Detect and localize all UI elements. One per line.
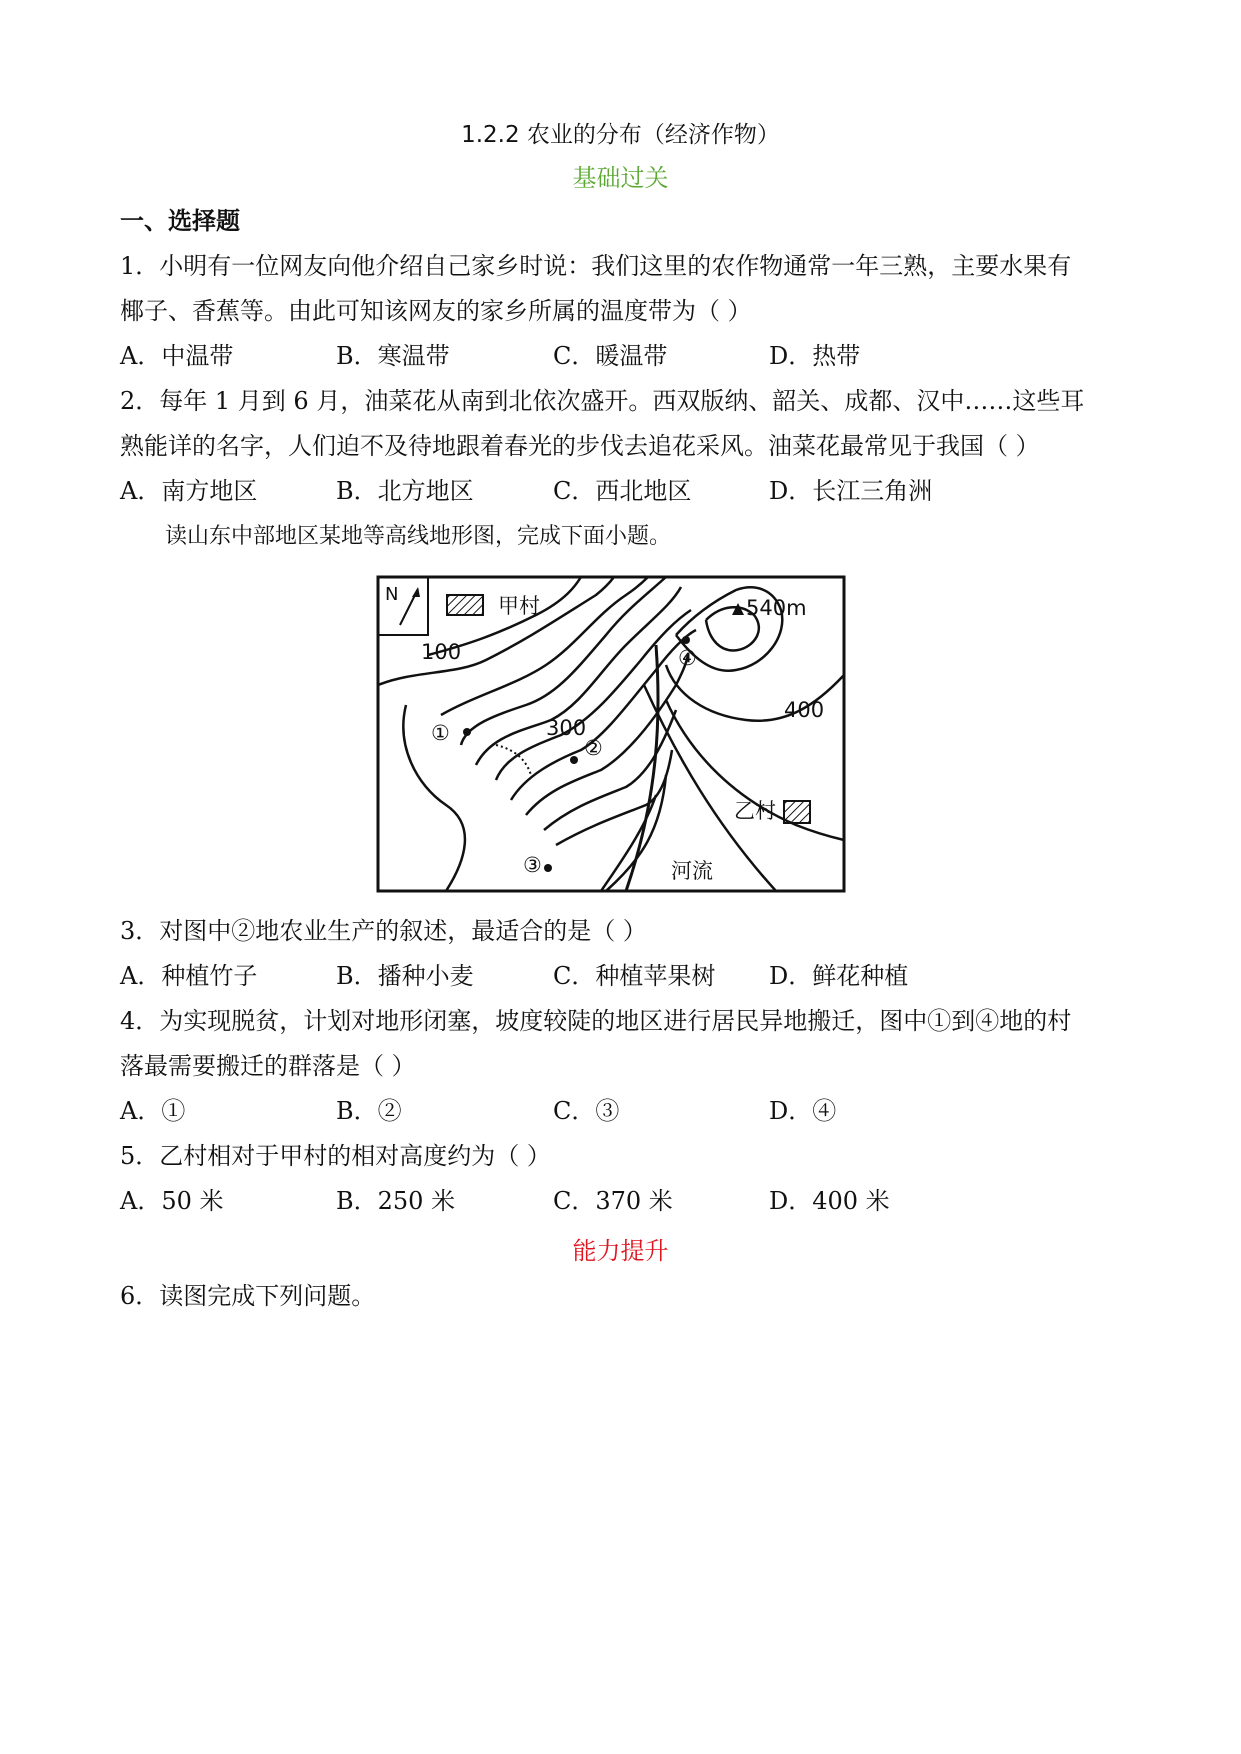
- q5-option-d: D．400 米: [769, 1187, 890, 1215]
- q2-option-a: A．南方地区: [120, 477, 258, 505]
- map-intro: 读山东中部地区某地等高线地形图，完成下面小题。: [165, 524, 672, 549]
- contour-map: [376, 575, 846, 893]
- point-1-dot: [463, 728, 471, 736]
- contour-300-label: 300: [546, 716, 587, 740]
- village-legend-icon: [447, 595, 483, 615]
- q3-option-b: B．播种小麦: [336, 962, 474, 990]
- question-3-line-1: 3．对图中②地农业生产的叙述，最适合的是（ ）: [120, 917, 647, 945]
- village-b-label: 乙村: [734, 799, 776, 823]
- q2-option-b: B．北方地区: [336, 477, 474, 505]
- q1-option-b: B．寒温带: [336, 342, 450, 370]
- contour-100-label: 100: [421, 640, 462, 664]
- village-a-label: 甲村: [498, 594, 540, 618]
- q4-option-c: C．③: [553, 1097, 620, 1125]
- q4-option-b: B．②: [336, 1097, 402, 1125]
- question-4-line-2: 落最需要搬迁的群落是（ ）: [120, 1052, 416, 1080]
- point-4-dot: [682, 636, 690, 644]
- point-3-dot: [544, 864, 552, 872]
- q5-option-a: A．50 米: [120, 1187, 224, 1215]
- q1-option-d: D．热带: [769, 342, 861, 370]
- section-basic-heading: 基础过关: [572, 164, 669, 192]
- q1-option-c: C．暖温带: [553, 342, 668, 370]
- point-3-label: ③: [523, 853, 542, 877]
- q5-option-b: B．250 米: [336, 1187, 456, 1215]
- question-2-line-2: 熟能详的名字，人们迫不及待地跟着春光的步伐去追花采风。油菜花最常见于我国（ ）: [120, 432, 1040, 460]
- contour-400-label: 400: [784, 698, 825, 722]
- q5-option-c: C．370 米: [553, 1187, 673, 1215]
- section-choice-heading: 一、选择题: [120, 207, 240, 235]
- point-2-label: ②: [584, 736, 603, 760]
- question-1-line-1: 1．小明有一位网友向他介绍自己家乡时说：我们这里的农作物通常一年三熟，主要水果有: [120, 252, 1072, 280]
- q1-option-a: A．中温带: [120, 342, 234, 370]
- point-4-label: ④: [678, 646, 697, 670]
- question-4-line-1: 4．为实现脱贫，计划对地形闭塞，坡度较陡的地区进行居民异地搬迁，图中①到④地的村: [120, 1007, 1072, 1035]
- q2-option-c: C．西北地区: [553, 477, 692, 505]
- question-6-line-1: 6．读图完成下列问题。: [120, 1282, 376, 1310]
- q2-option-d: D．长江三角洲: [769, 477, 933, 505]
- village-b-icon: [784, 801, 810, 823]
- river-label: 河流: [671, 859, 713, 883]
- q4-option-d: D．④: [769, 1097, 837, 1125]
- north-label: N: [385, 584, 399, 605]
- point-1-label: ①: [431, 721, 450, 745]
- q4-option-a: A．①: [120, 1097, 186, 1125]
- document-title: 1.2.2 农业的分布（经济作物）: [461, 122, 780, 148]
- q3-option-a: A．种植竹子: [120, 962, 258, 990]
- point-2-dot: [570, 756, 578, 764]
- question-2-line-1: 2．每年 1 月到 6 月，油菜花从南到北依次盛开。西双版纳、韶关、成都、汉中……这些耳: [120, 387, 1085, 415]
- section-advanced-heading: 能力提升: [572, 1237, 669, 1265]
- peak-label: 540m: [746, 596, 807, 620]
- q3-option-d: D．鲜花种植: [769, 962, 909, 990]
- question-5-line-1: 5．乙村相对于甲村的相对高度约为（ ）: [120, 1142, 551, 1170]
- q3-option-c: C．种植苹果树: [553, 962, 716, 990]
- question-1-line-2: 椰子、香蕉等。由此可知该网友的家乡所属的温度带为（ ）: [120, 297, 752, 325]
